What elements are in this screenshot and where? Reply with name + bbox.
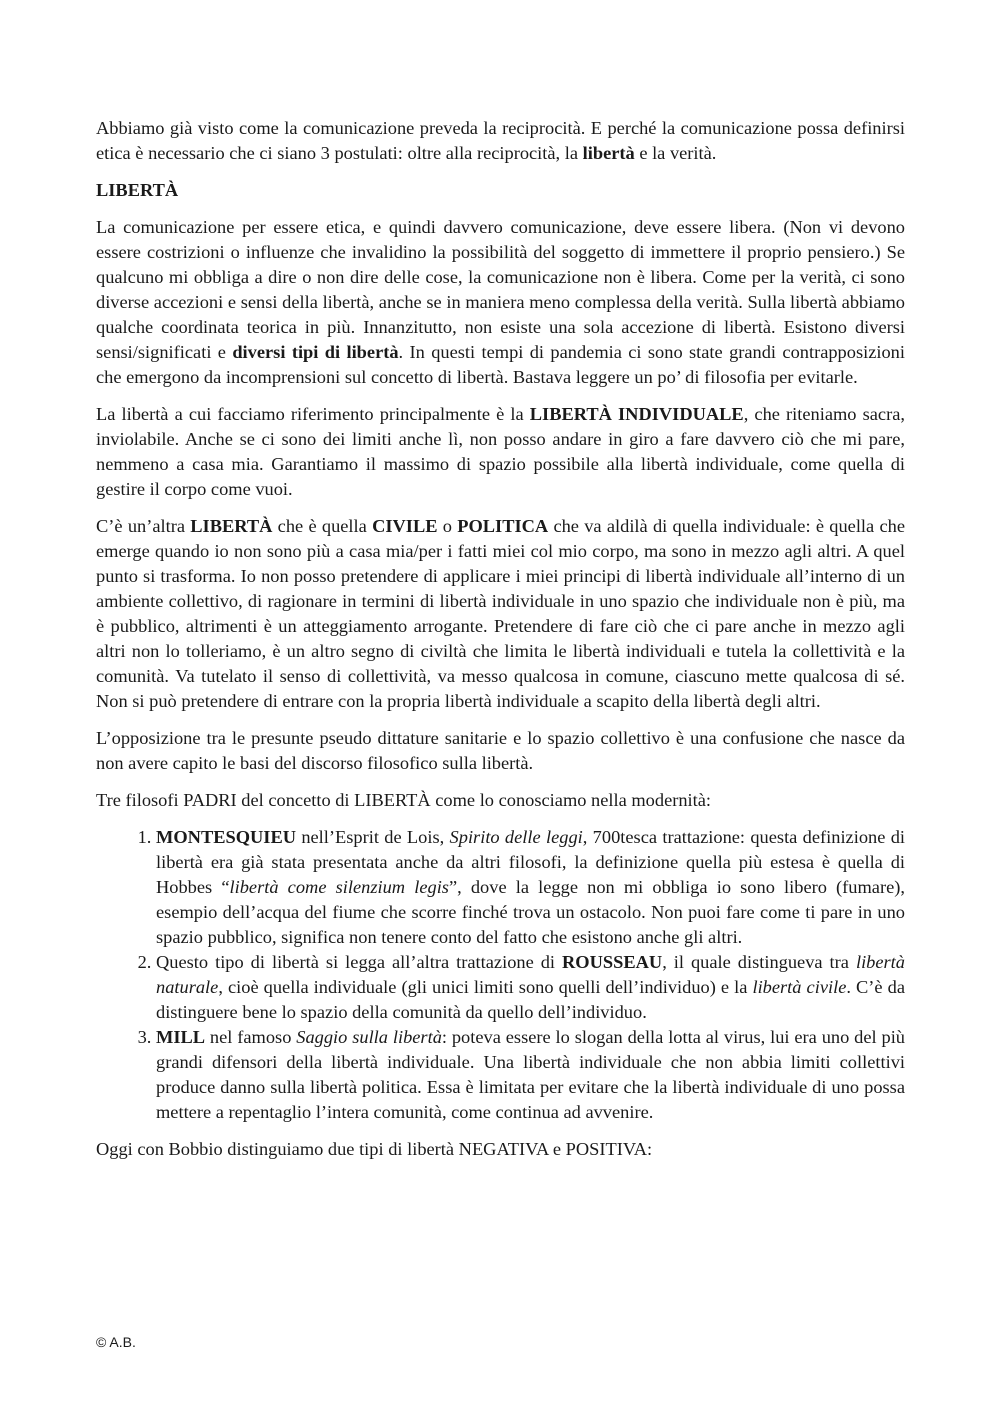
emphasis: POLITICA: [457, 516, 549, 536]
section-heading: LIBERTÀ: [96, 180, 179, 200]
emphasis: ROUSSEAU: [562, 952, 663, 972]
paragraph-6: Oggi con Bobbio distinguiamo due tipi di libertà NEGATIVA e POSITIVA:: [96, 1139, 653, 1159]
paragraph-2: La libertà a cui facciamo riferimento principalmente è la LIBERTÀ INDIVIDUALE, che riteniamo sacra, inviolabile. Anche se ci sono dei limiti anche lì, non posso andare in giro a fare davvero ciò che mi pare, nemmeno a casa mia. Garantiamo il massimo di spazio possibile alla libertà individuale, come quella di gestire il corpo come vuoi.: [96, 404, 905, 499]
emphasis: LIBERTÀ INDIVIDUALE: [529, 404, 744, 424]
emphasis: diversi tipi di libertà: [232, 342, 399, 362]
list-item: 2. Questo tipo di libertà si legga all’altra trattazione di ROUSSEAU, il quale distingueva tra libertà naturale, cioè quella individuale (gli unici limiti sono quelli dell’individuo) e la libertà civile. C’è da distinguere bene lo spazio della comunità da quello dell’individuo.: [156, 950, 905, 1025]
paragraph-3: C’è un’altra LIBERTÀ che è quella CIVILE o POLITICA che va aldilà di quella individuale: è quella che emerge quando io non sono più a casa mia/per i fatti miei col mio corpo, ma sono in mezzo agli altri. A quel punto si trasforma. Io non posso pretendere di applicare i miei principi di libertà individuale all’interno di un ambiente collettivo, di ragionare in termini di libertà individuale in uno spazio che individuale non è più, ma è pubblico, altrimenti è un atteggiamento arrogante. Pretendere di fare ciò che ci pare anche in mezzo agli altri non lo tolleriamo, è un altro segno di civiltà che limita le libertà individuali e tutela la collettività e la comunità. Va tutelato il senso di collettività, va messo qualcosa in comune, ciascuno mette qualcosa di sé. Non si può pretendere di entrare con la propria libertà individuale a scapito della libertà degli altri.: [96, 516, 905, 711]
emphasis: MILL: [156, 1027, 206, 1047]
paragraph-1: La comunicazione per essere etica, e quindi davvero comunicazione, deve essere libera. (Non vi devono essere costrizioni o influenze che invalidino la possibilità del soggetto di immettere il proprio pensiero.) Se qualcuno mi obbliga a dire o non dire delle cose, la comunicazione non è libera. Come per la verità, ci sono diverse accezioni e sensi della libertà, anche se in maniera meno complessa della verità. Sulla libertà abbiamo qualche coordinata teorica in più. Innanzitutto, non esiste una sola accezione di libertà. Esistono diversi sensi/significati e diversi tipi di libertà. In questi tempi di pandemia ci sono state grandi contrapposizioni che emergono da incomprensioni sul concetto di libertà. Bastava leggere un po’ di filosofia per evitarle.: [96, 217, 905, 387]
paragraph-4: L’opposizione tra le presunte pseudo dittature sanitarie e lo spazio collettivo è una confusione che nasce da non avere capito le basi del discorso filosofico sulla libertà.: [96, 728, 905, 773]
emphasis: MONTESQUIEU: [156, 827, 296, 847]
philosophers-list: [96, 825, 905, 1125]
emphasis: CIVILE: [372, 516, 438, 536]
document-body: [96, 116, 905, 1174]
page-footer: © A.B.: [96, 1334, 136, 1350]
list-item: 3. MILL nel famoso Saggio sulla libertà: poteva essere lo slogan della lotta al virus, lui era uno del più grandi difensori della libertà individuale. Una libertà individuale che non abbia limiti collettivi produce danno sulla libertà politica. Essa è limitata per evitare che la libertà individuale di uno possa mettere a repentaglio l’intera comunità, come continua ad avvenire.: [156, 1025, 905, 1125]
intro-paragraph: Abbiamo già visto come la comunicazione preveda la reciprocità. E perché la comunicazione possa definirsi etica è necessario che ci siano 3 postulati: oltre alla reciprocità, la libertà e la verità.: [96, 118, 905, 163]
emphasis: LIBERTÀ: [190, 516, 273, 536]
emphasis: libertà: [582, 143, 635, 163]
paragraph-5: Tre filosofi PADRI del concetto di LIBERTÀ come lo conosciamo nella modernità:: [96, 790, 712, 810]
list-item: 1. MONTESQUIEU nell’Esprit de Lois, Spirito delle leggi, 700tesca trattazione: questa definizione di libertà era già stata presentata anche da altri filosofi, la definizione quella più estesa è quella di Hobbes “libertà come silenzium legis”, dove la legge non mi obbliga io sono libero (fumare), esempio dell’acqua del fiume che scorre finché trova un ostacolo. Non puoi fare come ti pare in uno spazio pubblico, significa non tenere conto del fatto che esistono anche gli altri.: [156, 825, 905, 950]
